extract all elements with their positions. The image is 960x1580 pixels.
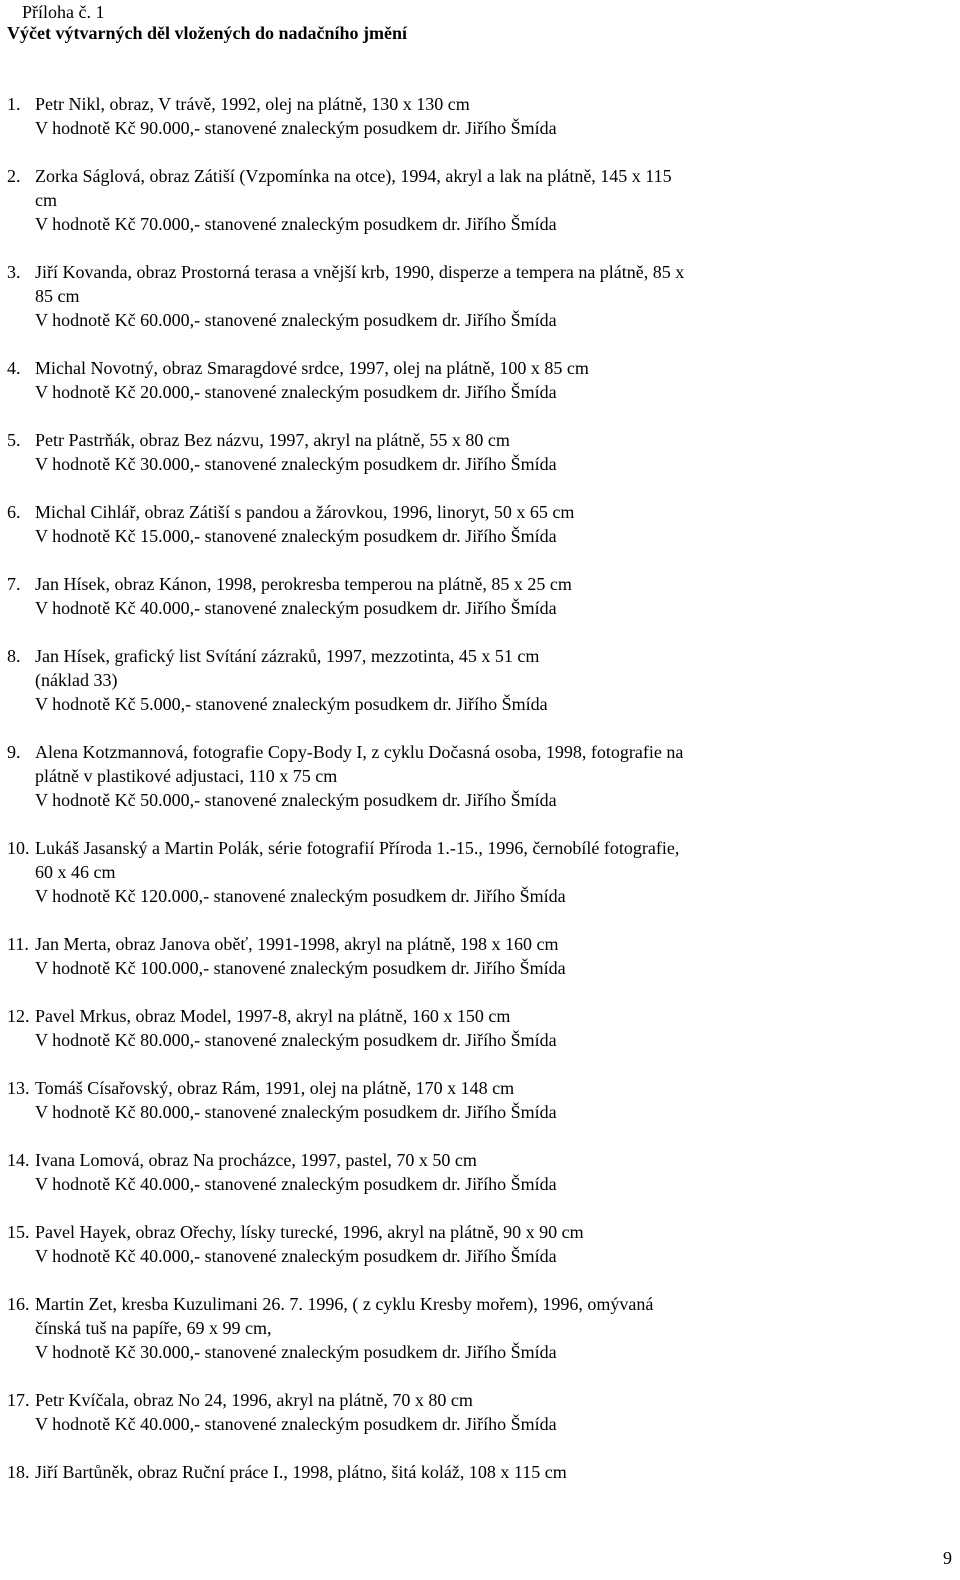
list-item-number: 7. bbox=[7, 574, 21, 594]
list-item bbox=[0, 644, 940, 716]
list-item-line: Martin Zet, kresba Kuzulimani 26. 7. 1996, ( z cyklu Kresby mořem), 1996, omývaná bbox=[35, 1294, 654, 1314]
page-number: 9 bbox=[943, 1548, 952, 1568]
list-item-text bbox=[35, 644, 805, 716]
list-item-number: 11. bbox=[7, 934, 29, 954]
list-item-line: čínská tuš na papíře, 69 x 99 cm, bbox=[35, 1318, 272, 1338]
list-item bbox=[0, 932, 940, 980]
list-item-line: V hodnotě Kč 60.000,- stanovené znaleckým posudkem dr. Jiřího Šmída bbox=[35, 310, 557, 330]
list-item-number: 14. bbox=[7, 1150, 30, 1170]
list-item-text bbox=[35, 500, 805, 548]
list-item-number: 8. bbox=[7, 646, 21, 666]
list-item-number: 12. bbox=[7, 1006, 30, 1026]
list-item bbox=[0, 1460, 940, 1484]
list-item-text bbox=[35, 836, 805, 908]
list-item-line: Jiří Bartůněk, obraz Ruční práce I., 1998, plátno, šitá koláž, 108 x 115 cm bbox=[35, 1462, 567, 1482]
list-item bbox=[0, 92, 940, 140]
list-item-line: V hodnotě Kč 40.000,- stanovené znaleckým posudkem dr. Jiřího Šmída bbox=[35, 598, 557, 618]
list-item-line: V hodnotě Kč 70.000,- stanovené znaleckým posudkem dr. Jiřího Šmída bbox=[35, 214, 557, 234]
list-item-line: Pavel Hayek, obraz Ořechy, lísky turecké, 1996, akryl na plátně, 90 x 90 cm bbox=[35, 1222, 584, 1242]
list-item-line: V hodnotě Kč 40.000,- stanovené znaleckým posudkem dr. Jiřího Šmída bbox=[35, 1174, 557, 1194]
list-item-text bbox=[35, 1148, 805, 1196]
list-item-line: V hodnotě Kč 5.000,- stanovené znaleckým posudkem dr. Jiřího Šmída bbox=[35, 694, 548, 714]
list-item-line: V hodnotě Kč 120.000,- stanovené znaleckým posudkem dr. Jiřího Šmída bbox=[35, 886, 566, 906]
list-item-line: (náklad 33) bbox=[35, 670, 118, 690]
list-item-number: 9. bbox=[7, 742, 21, 762]
list-item-line: Michal Novotný, obraz Smaragdové srdce, 1997, olej na plátně, 100 x 85 cm bbox=[35, 358, 589, 378]
list-item-text bbox=[35, 1004, 805, 1052]
attachment-label: Příloha č. 1 bbox=[22, 2, 105, 22]
list-item-line: V hodnotě Kč 80.000,- stanovené znaleckým posudkem dr. Jiřího Šmída bbox=[35, 1102, 557, 1122]
list-item bbox=[0, 428, 940, 476]
list-item-line: plátně v plastikové adjustaci, 110 x 75 cm bbox=[35, 766, 338, 786]
list-item-line: Pavel Mrkus, obraz Model, 1997-8, akryl na plátně, 160 x 150 cm bbox=[35, 1006, 511, 1026]
list-item-number: 17. bbox=[7, 1390, 30, 1410]
list-item-number: 5. bbox=[7, 430, 21, 450]
list-item-number: 3. bbox=[7, 262, 21, 282]
list-item bbox=[0, 1292, 940, 1364]
list-item-line: Jan Merta, obraz Janova oběť, 1991-1998, akryl na plátně, 198 x 160 cm bbox=[35, 934, 559, 954]
list-item bbox=[0, 356, 940, 404]
list-item-text bbox=[35, 1388, 805, 1436]
list-item-text bbox=[35, 1076, 805, 1124]
list-item-line: Petr Kvíčala, obraz No 24, 1996, akryl na plátně, 70 x 80 cm bbox=[35, 1390, 473, 1410]
list-item-text bbox=[35, 92, 805, 140]
list-item-line: V hodnotě Kč 50.000,- stanovené znaleckým posudkem dr. Jiřího Šmída bbox=[35, 790, 557, 810]
list-item bbox=[0, 836, 940, 908]
list-item-number: 18. bbox=[7, 1462, 30, 1482]
list-item-text bbox=[35, 1220, 805, 1268]
list-item-line: Alena Kotzmannová, fotografie Copy-Body I, z cyklu Dočasná osoba, 1998, fotografie na bbox=[35, 742, 684, 762]
list-item-number: 15. bbox=[7, 1222, 30, 1242]
list-item-line: V hodnotě Kč 40.000,- stanovené znaleckým posudkem dr. Jiřího Šmída bbox=[35, 1414, 557, 1434]
artwork-list bbox=[0, 92, 940, 1508]
list-item-number: 16. bbox=[7, 1294, 30, 1314]
list-item bbox=[0, 740, 940, 812]
list-item bbox=[0, 500, 940, 548]
list-item-number: 13. bbox=[7, 1078, 30, 1098]
list-item-line: 85 cm bbox=[35, 286, 80, 306]
list-item-line: Jan Hísek, obraz Kánon, 1998, perokresba temperou na plátně, 85 x 25 cm bbox=[35, 574, 572, 594]
list-item-line: V hodnotě Kč 20.000,- stanovené znaleckým posudkem dr. Jiřího Šmída bbox=[35, 382, 557, 402]
list-item-line: 60 x 46 cm bbox=[35, 862, 116, 882]
list-item-line: Petr Pastrňák, obraz Bez názvu, 1997, akryl na plátně, 55 x 80 cm bbox=[35, 430, 510, 450]
list-item-line: V hodnotě Kč 30.000,- stanovené znaleckým posudkem dr. Jiřího Šmída bbox=[35, 454, 557, 474]
list-item bbox=[0, 1076, 940, 1124]
list-item-line: Ivana Lomová, obraz Na procházce, 1997, pastel, 70 x 50 cm bbox=[35, 1150, 477, 1170]
list-item-line: V hodnotě Kč 90.000,- stanovené znaleckým posudkem dr. Jiřího Šmída bbox=[35, 118, 557, 138]
list-item-line: Petr Nikl, obraz, V trávě, 1992, olej na plátně, 130 x 130 cm bbox=[35, 94, 470, 114]
list-item-line: V hodnotě Kč 40.000,- stanovené znaleckým posudkem dr. Jiřího Šmída bbox=[35, 1246, 557, 1266]
list-item-number: 1. bbox=[7, 94, 21, 114]
list-item-text bbox=[35, 932, 805, 980]
list-item-number: 2. bbox=[7, 166, 21, 186]
list-item-text bbox=[35, 260, 805, 332]
list-item-text bbox=[35, 164, 805, 236]
list-item-line: V hodnotě Kč 80.000,- stanovené znaleckým posudkem dr. Jiřího Šmída bbox=[35, 1030, 557, 1050]
list-item-line: Jiří Kovanda, obraz Prostorná terasa a vnější krb, 1990, disperze a tempera na plátně, 85 x bbox=[35, 262, 685, 282]
list-item-text bbox=[35, 356, 805, 404]
document-title: Výčet výtvarných děl vložených do nadačního jmění bbox=[7, 23, 407, 43]
list-item-line: Zorka Ságlová, obraz Zátiší (Vzpomínka na otce), 1994, akryl a lak na plátně, 145 x 115 bbox=[35, 166, 672, 186]
list-item-line: Tomáš Císařovský, obraz Rám, 1991, olej na plátně, 170 x 148 cm bbox=[35, 1078, 515, 1098]
list-item-number: 6. bbox=[7, 502, 21, 522]
list-item-line: V hodnotě Kč 100.000,- stanovené znaleckým posudkem dr. Jiřího Šmída bbox=[35, 958, 566, 978]
list-item-number: 10. bbox=[7, 838, 30, 858]
list-item-text bbox=[35, 572, 805, 620]
list-item bbox=[0, 1148, 940, 1196]
list-item bbox=[0, 1388, 940, 1436]
list-item bbox=[0, 1004, 940, 1052]
list-item-text bbox=[35, 1292, 805, 1364]
list-item-line: Lukáš Jasanský a Martin Polák, série fotografií Příroda 1.-15., 1996, černobílé fotografie, bbox=[35, 838, 680, 858]
list-item bbox=[0, 572, 940, 620]
list-item bbox=[0, 164, 940, 236]
list-item-line: Jan Hísek, grafický list Svítání zázraků, 1997, mezzotinta, 45 x 51 cm bbox=[35, 646, 540, 666]
list-item-text bbox=[35, 740, 805, 812]
list-item-line: Michal Cihlář, obraz Zátiší s pandou a žárovkou, 1996, linoryt, 50 x 65 cm bbox=[35, 502, 575, 522]
list-item-line: V hodnotě Kč 15.000,- stanovené znaleckým posudkem dr. Jiřího Šmída bbox=[35, 526, 557, 546]
list-item-line: V hodnotě Kč 30.000,- stanovené znaleckým posudkem dr. Jiřího Šmída bbox=[35, 1342, 557, 1362]
list-item-text bbox=[35, 428, 805, 476]
list-item-line: cm bbox=[35, 190, 57, 210]
list-item bbox=[0, 260, 940, 332]
list-item-number: 4. bbox=[7, 358, 21, 378]
list-item-text bbox=[35, 1460, 805, 1484]
list-item bbox=[0, 1220, 940, 1268]
